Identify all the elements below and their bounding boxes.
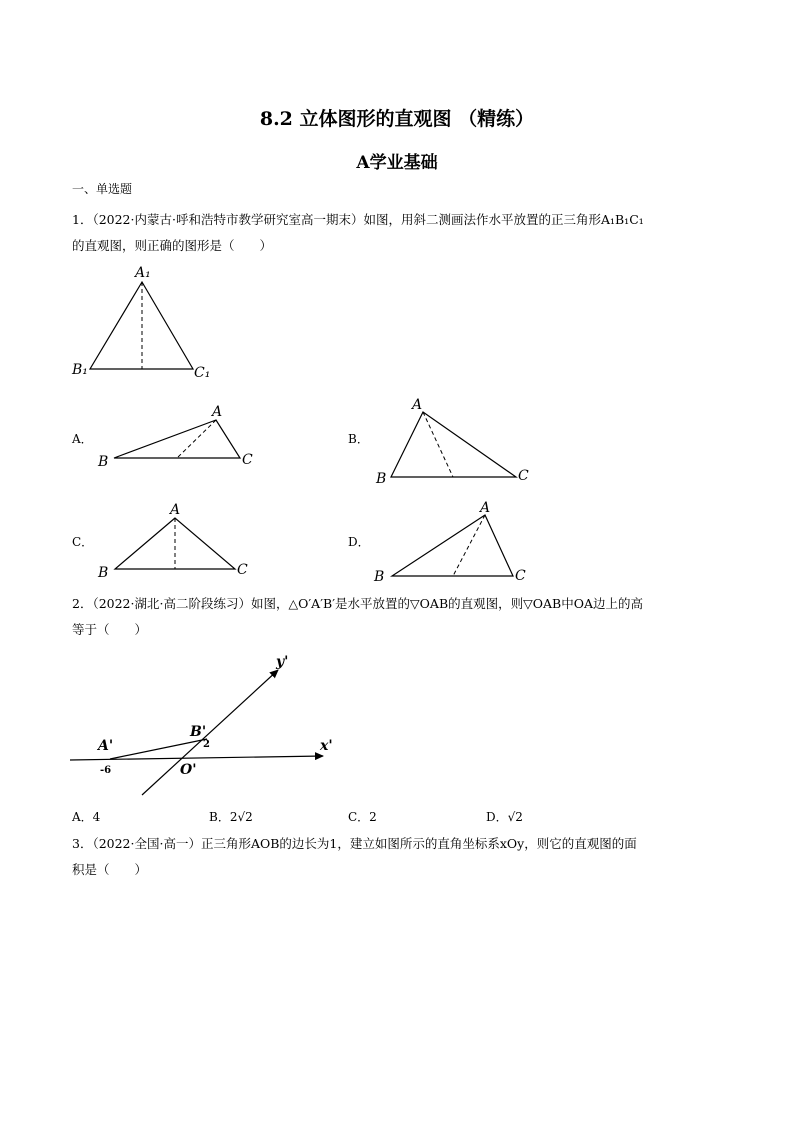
triangle [391, 412, 516, 477]
label-y-axis: y' [276, 654, 289, 670]
label-x-axis: x' [320, 738, 333, 754]
question-1-line-2: 的直观图，则正确的图形是（ ） [72, 238, 273, 253]
q1-option-a[interactable]: A． [72, 432, 93, 446]
label-neg-6: -6 [100, 765, 112, 776]
question-2-line-2: 等于（ ） [72, 622, 148, 637]
altitude-dashed [423, 412, 453, 477]
triangle [392, 515, 513, 576]
label-a-prime: A' [98, 738, 114, 754]
label-b-prime: B' [190, 724, 207, 740]
label-two: 2 [203, 739, 210, 750]
label-a1: A₁ [135, 265, 151, 281]
label-a: A [480, 500, 491, 516]
y-axis [142, 670, 278, 795]
label-a: A [412, 397, 423, 413]
label-b1: B₁ [72, 362, 88, 378]
q2-option-a[interactable]: A．4 [72, 810, 101, 824]
label-a: A [170, 502, 181, 518]
x-axis [70, 756, 323, 760]
section-heading: 一、单选题 [72, 182, 133, 196]
label-a: A [212, 404, 223, 420]
label-c: C [237, 562, 248, 578]
question-2-line-1: 2．（2022·湖北·高二阶段练习）如图，△O′A′B′是水平放置的▽OAB的直观图，则▽OAB中OA边上的高 [72, 596, 643, 611]
question-1-line-1: 1．（2022·内蒙古·呼和浩特市教学研究室高一期末）如图，用斜二测画法作水平放置的正三角形A₁B₁C₁ [72, 212, 644, 227]
page-title: 8.2 立体图形的直观图 （精练） [259, 108, 535, 130]
label-b: B [376, 471, 387, 485]
q2-option-d[interactable]: D．√2 [486, 810, 523, 824]
q2-option-b[interactable]: B．2√2 [209, 810, 253, 824]
page-subtitle: A学业基础 [356, 153, 438, 173]
label-b: B [98, 565, 109, 581]
label-c: C [518, 468, 529, 484]
question-3-line-1: 3．（2022·全国·高一）正三角形AOB的边长为1，建立如图所示的直角坐标系xOy，则它的直观图的面 [72, 836, 637, 851]
q2-figure [70, 650, 360, 800]
label-b: B [374, 569, 385, 585]
triangle [114, 420, 240, 458]
q2-option-c[interactable]: C．2 [348, 810, 377, 824]
label-c: C [242, 452, 253, 468]
altitude-dashed [453, 515, 485, 576]
label-c1: C₁ [194, 365, 211, 381]
q1-option-b[interactable]: B． [348, 432, 369, 446]
q1-option-c-figure [90, 500, 270, 582]
q1-option-c[interactable]: C． [72, 535, 94, 549]
q1-option-d[interactable]: D． [348, 535, 370, 549]
question-3-line-2: 积是（ ） [72, 862, 148, 877]
q1-option-d-figure [370, 497, 540, 585]
q1-option-a-figure [90, 398, 270, 473]
q1-main-figure [60, 260, 230, 385]
label-o-prime: O' [180, 762, 197, 778]
q1-option-b-figure [370, 393, 540, 485]
label-c: C [515, 568, 526, 584]
label-b: B [98, 454, 109, 470]
altitude-dashed [177, 420, 216, 458]
